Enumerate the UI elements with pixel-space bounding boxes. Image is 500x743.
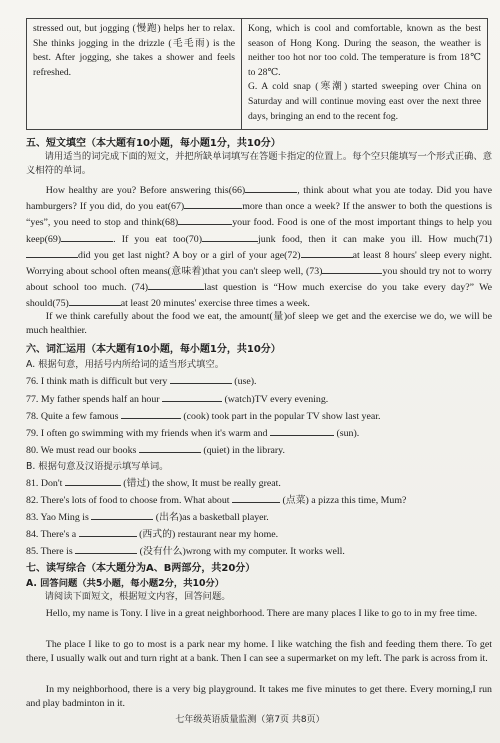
table-right-g: G. A cold snap (寒潮) started sweeping over China on Saturday and will continue moving east over the next three days, bringing an end to the recent fog.: [248, 81, 481, 122]
blank-75[interactable]: [69, 295, 121, 306]
blank-76[interactable]: [170, 373, 232, 384]
blank-66[interactable]: [245, 182, 297, 193]
reading-paragraph: Hello, my name is Tony. I live in a great neighborhood. There are many places I like to go to in my free time.: [45, 608, 478, 619]
blank-73[interactable]: [322, 263, 382, 274]
blank-78[interactable]: [121, 408, 181, 419]
reading-paragraph: The place I like to go to most is a park near my home. I like watching the fish and feeding them there. To get there, I usually walk out and turn right at a bank. Then I can see a supermarket on my left. The park is across from it.: [26, 639, 492, 664]
blank-80[interactable]: [139, 442, 201, 453]
item-80: 80. We must read our books (quiet) in the library.: [26, 442, 492, 456]
item-81: 81. Don't (错过) the show, It must be really great.: [26, 475, 492, 489]
section6-partA: A. 根据句意，用括号内所给词的适当形式填空。: [26, 359, 225, 370]
blank-84[interactable]: [79, 526, 137, 537]
section5-passage: How healthy are you? Before answering this(66) , think about what you ate today. Did you have hamburgers? If you did, do you eat(67) more than once a week? If the answer to both the questions is “yes”, you need to stop and think(68) your food. Food is one of the most important things to help you keep(69) . If you eat too(70) junk food, then it can make you ill. How much(71)did you get last night? A boy or a girl of your age(72) at least 8 hours' sleep every night. Worrying about school often means(意味着)that you can't sleep well, (73) you should try not to worry about school too much. (74) last question is “How much exercise do you take every day?” We should(75) at least 20 minutes' exercise three times a week.: [26, 182, 492, 312]
item-83: 83. Yao Ming is (出名)as a basketball player.: [26, 509, 492, 523]
section5-closing: If we think carefully about the food we eat, the amount(量)of sleep we get and the exercise we do, we will be much healthier.: [26, 311, 492, 336]
section6-partB: B. 根据句意及汉语提示填写单词。: [26, 461, 169, 472]
table-right-text: Kong, which is cool and comfortable, known as the best season of Hong Kong. During the season, the weather is neither too hot nor too cold. The temperature is from 18℃ to 28℃.: [248, 23, 481, 78]
section7-heading: 七、读写综合（本大题分为A、B两部分，共20分）: [26, 563, 256, 574]
blank-83[interactable]: [91, 509, 153, 520]
section5-instruction: 请用适当的词完成下面的短文，并把所缺单词填写在答题卡指定的位置上。每个空只能填写一个形式正确、意义相符的单词。: [26, 151, 492, 176]
reading-paragraph: In my neighborhood, there is a very big playground. It takes me five minutes to get there. Every morning,I run and play badminton in it.: [26, 684, 492, 709]
item-79: 79. I often go swimming with my friends when it's warm and (sun).: [26, 425, 492, 439]
blank-68[interactable]: [178, 214, 232, 225]
item-77: 77. My father spends half an hour (watch)TV every evening.: [26, 391, 492, 405]
section5-heading: 五、短文填空（本大题有10小题，每小题1分，共10分）: [26, 138, 281, 149]
item-85: 85. There is (没有什么)wrong with my computer. It works well.: [26, 543, 492, 557]
section6-heading: 六、词汇运用（本大题有10小题，每小题1分，共10分）: [26, 344, 281, 355]
blank-69[interactable]: [61, 231, 113, 242]
blank-70[interactable]: [202, 231, 258, 242]
blank-74[interactable]: [148, 279, 204, 290]
item-84: 84. There's a (西式的) restaurant near my home.: [26, 526, 492, 540]
blank-72[interactable]: [301, 247, 353, 258]
blank-81[interactable]: [65, 475, 121, 486]
blank-67[interactable]: [184, 198, 242, 209]
blank-82[interactable]: [232, 492, 280, 503]
page-footer: 七年级英语质量监测（第7页 共8页）: [175, 715, 325, 725]
item-78: 78. Quite a few famous (cook) took part in the popular TV show last year.: [26, 408, 492, 422]
reading-table: [26, 18, 488, 130]
blank-71[interactable]: [26, 247, 78, 258]
table-right-cell: [242, 19, 487, 129]
item-82: 82. There's lots of food to choose from. What about (点菜) a pizza this time, Mum?: [26, 492, 492, 506]
table-left-cell: stressed out, but jogging (慢跑) helps her to relax. She thinks jogging in the drizzle (毛毛雨) is the best. After jogging, she takes a shower and feels refreshed.: [27, 19, 242, 129]
section7-partA: A. 回答问题（共5小题，每小题2分，共10分）: [26, 578, 225, 589]
blank-77[interactable]: [162, 391, 222, 402]
blank-85[interactable]: [75, 543, 137, 554]
item-76: 76. I think math is difficult but very (use).: [26, 373, 492, 387]
section7-instruction: 请阅读下面短文，根据短文内容，回答问题。: [44, 591, 231, 602]
blank-79[interactable]: [270, 425, 334, 436]
